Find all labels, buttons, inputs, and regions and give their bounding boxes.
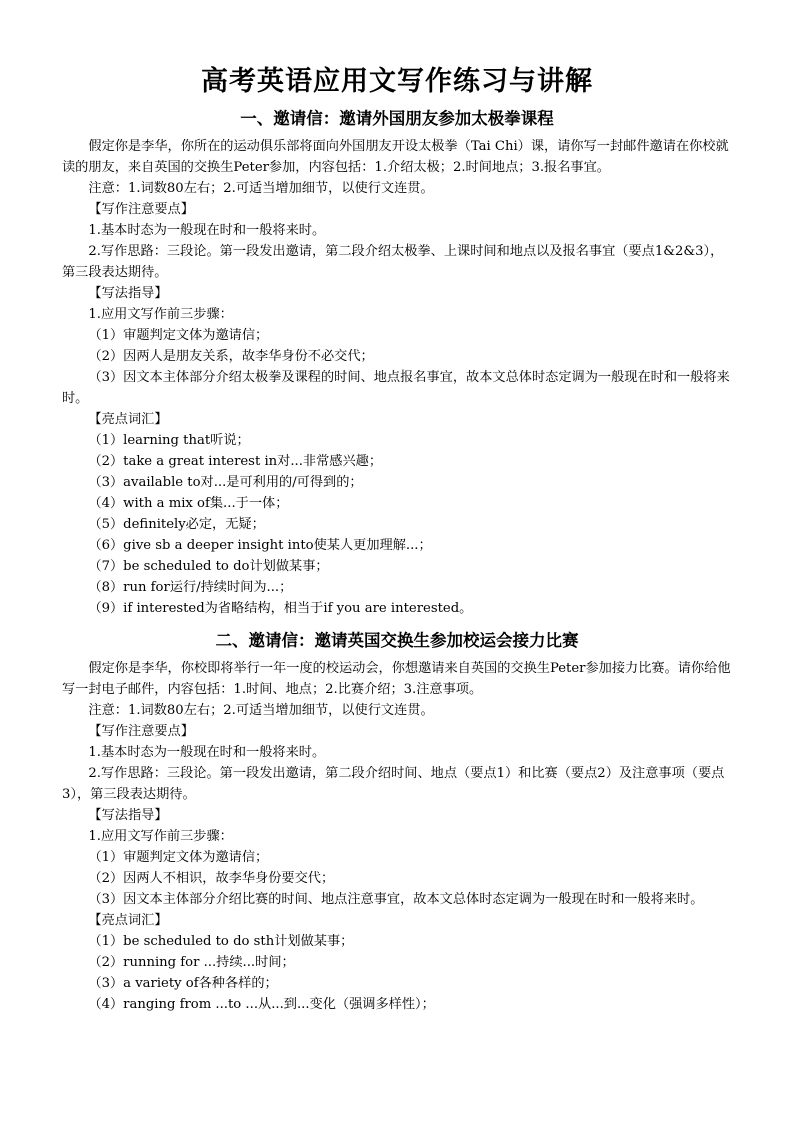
- list-item: （2）因两人不相识，故李华身份要交代；: [88, 871, 335, 886]
- subheading-vocabulary: 【亮点词汇】: [88, 913, 168, 928]
- document-title: 高考英语应用文写作练习与讲解: [201, 66, 593, 97]
- vocab-item: （8）run for运行/持续时间为...；: [88, 580, 293, 595]
- vocab-item: （6）give sb a deeper insight into使某人更加理解...；: [88, 538, 432, 553]
- vocab-item: （3）available to对...是可利用的/可得到的；: [88, 475, 363, 490]
- subheading-writing-points: 【写作注意要点】: [88, 202, 194, 217]
- paragraph: 2.写作思路：三段论。第一段发出邀请，第二段介绍太极拳、上课时间和地点以及报名事宜（要点1&2&3），第三段表达期待。: [62, 244, 724, 280]
- vocab-item: （1）be scheduled to do sth计划做某事；: [88, 934, 354, 949]
- vocab-item: （2）take a great interest in对...非常感兴趣；: [88, 454, 383, 469]
- vocab-item: （4）ranging from ...to ...从...到...变化（强调多样性）；: [88, 997, 435, 1012]
- paragraph: 1.基本时态为一般现在时和一般将来时。: [88, 745, 326, 760]
- paragraph: 2.写作思路：三段论。第一段发出邀请，第二段介绍时间、地点（要点1）和比赛（要点2）及注意事项（要点3），第三段表达期待。: [62, 766, 725, 802]
- section-2: [62, 628, 732, 1015]
- subheading-vocabulary: 【亮点词汇】: [88, 412, 168, 427]
- task-prompt: 假定你是李华，你校即将举行一年一度的校运动会，你想邀请来自英国的交换生Peter参加接力比赛。请你给他写一封电子邮件，内容包括：1.时间、地点；2.比赛介绍；3.注意事项。: [62, 661, 731, 697]
- section-heading: 一、邀请信：邀请外国朋友参加太极拳课程: [240, 109, 554, 128]
- paragraph: 1.基本时态为一般现在时和一般将来时。: [88, 223, 326, 238]
- section-1: [62, 106, 732, 619]
- list-item: （3）因文本主体部分介绍太极拳及课程的时间、地点报名事宜，故本文总体时态定调为一般现在时和一般将来时。: [62, 370, 730, 406]
- subheading-writing-guide: 【写法指导】: [88, 808, 168, 823]
- list-item: （1）审题判定文体为邀请信；: [88, 328, 269, 343]
- note: 注意：1.词数80左右；2.可适当增加细节，以使行文连贯。: [88, 703, 434, 718]
- paragraph: 1.应用文写作前三步骤：: [88, 829, 233, 844]
- vocab-item: （1）learning that听说；: [88, 433, 250, 448]
- task-prompt: 假定你是李华，你所在的运动俱乐部将面向外国朋友开设太极拳（Tai Chi）课，请你写一封邮件邀请在你校就读的朋友，来自英国的交换生Peter参加，内容包括：1.介绍太极；2.时间地点；3.报名事宜。: [62, 139, 729, 175]
- paragraph: 1.应用文写作前三步骤：: [88, 307, 233, 322]
- list-item: （2）因两人是朋友关系，故李华身份不必交代；: [88, 349, 374, 364]
- subheading-writing-points: 【写作注意要点】: [88, 724, 194, 739]
- subheading-writing-guide: 【写法指导】: [88, 286, 168, 301]
- vocab-item: （3）a variety of各种各样的；: [88, 976, 278, 991]
- note: 注意：1.词数80左右；2.可适当增加细节，以使行文连贯。: [88, 181, 434, 196]
- vocab-item: （7）be scheduled to do计划做某事；: [88, 559, 329, 574]
- list-item: （1）审题判定文体为邀请信；: [88, 850, 269, 865]
- list-item: （3）因文本主体部分介绍比赛的时间、地点注意事宜，故本文总体时态定调为一般现在时和一般将来时。: [88, 892, 704, 907]
- vocab-item: （4）with a mix of集...于一体；: [88, 496, 289, 511]
- vocab-item: （5）definitely必定，无疑；: [88, 517, 265, 532]
- section-heading: 二、邀请信：邀请英国交换生参加校运会接力比赛: [215, 631, 579, 650]
- vocab-item: （9）if interested为省略结构，相当于if you are interested。: [88, 601, 473, 616]
- vocab-item: （2）running for ...持续...时间；: [88, 955, 295, 970]
